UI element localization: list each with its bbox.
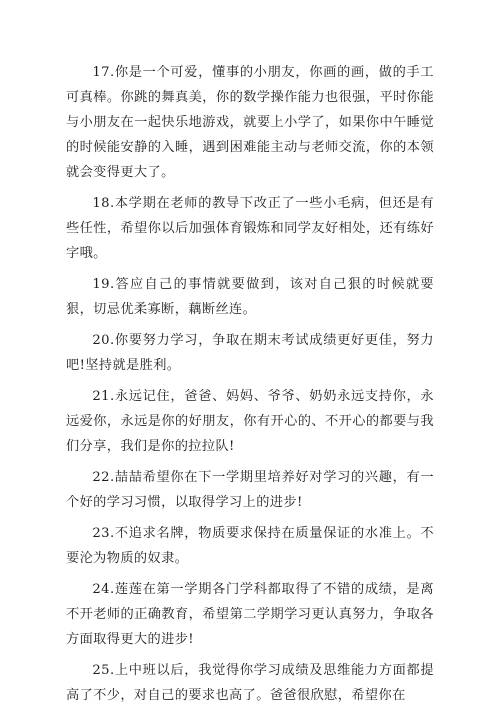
paragraph-23: 23.不追求名牌，物质要求保持在质量保证的水准上。不要沦为物质的奴隶。 (66, 526, 434, 566)
paragraph-18: 18.本学期在老师的教导下改正了一些小毛病，但还是有些任性，希望你以后加强体育锻炼和同学友好相处，还有练好字哦。 (66, 196, 434, 261)
paragraph-17: 17.你是一个可爱，懂事的小朋友，你画的画，做的手工可真棒。你跳的舞真美，你的数学操作能力也很强，平时你能与小朋友在一起快乐地游戏，就要上小学了，如果你中午睡觉的时候能安静的入睡，遇到困难能主动与老师交流，你的本领就会变得更大了。 (66, 65, 434, 180)
paragraph-25: 25.上中班以后，我觉得你学习成绩及思维能力方面都提高了不少，对自己的要求也高了。爸爸很欣慰，希望你在 (66, 663, 434, 703)
paragraph-20: 20.你要努力学习，争取在期末考试成绩更好更佳，努力吧!坚持就是胜利。 (66, 333, 434, 373)
paragraph-24: 24.莲莲在第一学期各门学科都取得了不错的成绩，是离不开老师的正确教育，希望第二学期学习更认真努力，争取各方面取得更大的进步! (66, 582, 434, 647)
document-body (66, 60, 434, 714)
paragraph-19: 19.答应自己的事情就要做到，该对自己狠的时候就要狠，切忌优柔寡断，藕断丝连。 (66, 277, 434, 317)
paragraph-22: 22.喆喆希望你在下一学期里培养好对学习的兴趣，有一个好的学习习惯，以取得学习上的进步! (66, 470, 434, 510)
paragraph-21: 21.永远记住，爸爸、妈妈、爷爷、奶奶永远支持你，永远爱你，永远是你的好朋友，你有开心的、不开心的都要与我们分享，我们是你的拉拉队! (66, 389, 434, 454)
